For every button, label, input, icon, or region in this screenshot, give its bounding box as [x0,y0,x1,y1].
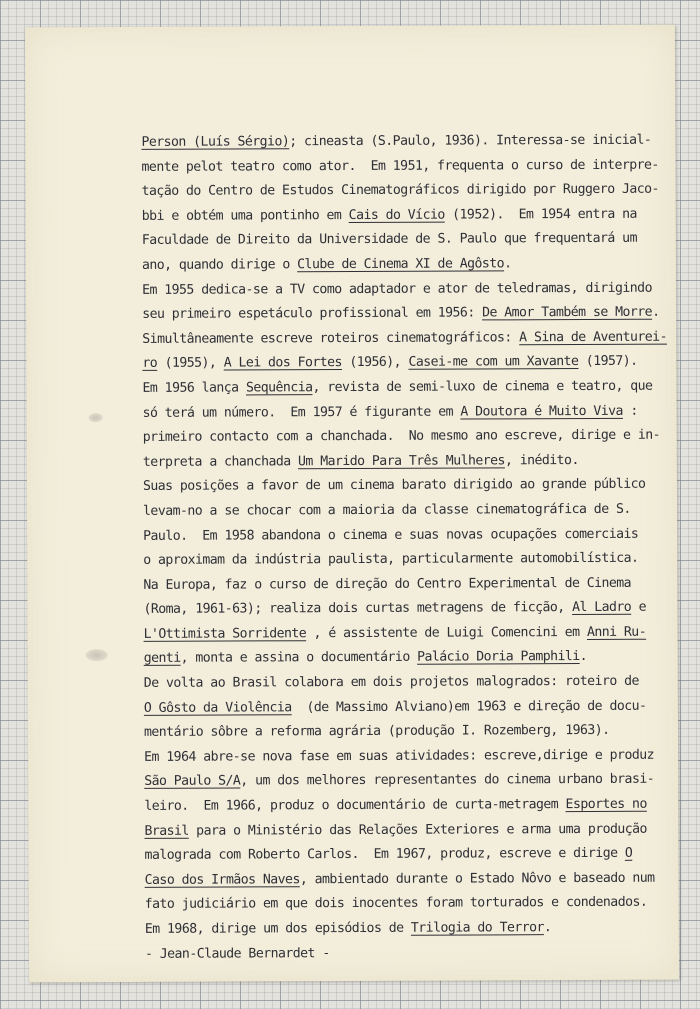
text-segment: (1957). [578,354,638,370]
text-segment: (Roma, 1961-63); realiza dois curtas metragens de ficção, [143,600,573,618]
text-segment: (1955), [157,355,224,372]
text-segment: (1956), [341,355,409,371]
text-line [145,866,690,893]
text-line [142,276,687,303]
text-segment: bbi e obtém uma pontinho em [141,207,349,224]
text-line [143,497,688,524]
underlined-title: Palácio Doria Pamphili [417,649,580,666]
text-line [141,129,686,156]
underlined-title: ro [142,356,158,372]
text-segment: , inédito. [504,452,579,469]
text-line [142,350,687,377]
text-segment: Em 1968, dirige um dos episódios de [144,920,411,937]
text-line [144,670,689,697]
text-line [143,571,688,598]
underlined-title: Trilogia do Terror [410,920,544,936]
text-segment: mente pelot teatro como ator. Em 1951, frequenta o curso de interpre- [141,157,659,175]
text-segment: Em 1956 lança [142,380,246,396]
text-segment: , monta e assina o documentário [180,650,418,667]
text-segment: tação do Centro de Estudos Cinematográficos dirigido por Ruggero Jaco- [141,181,659,200]
text-segment: levam-no a se chocar com a maioria da classe cinematográfica de S. [142,501,631,519]
text-segment: Na Europa, faz o curso de direção do Centro Experimental de Cinema [143,575,632,593]
underlined-title: A Sina de Aventurei- [519,329,667,346]
text-segment: . [543,920,552,936]
text-segment: (de Massimo Alviano)em 1963 e direção de docu- [291,698,647,715]
text-segment: terpreta a chanchada [142,453,299,470]
text-segment: . [652,304,660,320]
text-line [142,252,687,279]
underlined-title: Um Marido Para Três Mulheres [297,453,505,469]
text-line [143,473,688,500]
text-line [142,325,687,352]
text-line [143,399,688,426]
text-segment: Em 1964 abre-se nova fase em suas atividades: escreve,dirige e produz [144,747,655,765]
underlined-title: Al Ladro [572,600,632,616]
text-line [143,448,688,475]
text-line [141,153,686,180]
underlined-title: Brasil [144,823,189,839]
text-line [145,940,690,967]
text-segment: ano, quando dirige o [141,257,298,273]
text-segment: Em 1955 dedica-se a TV como adaptador e ator de teledramas, dirigindo [142,280,652,298]
underlined-title: A Doutora é Muito Viva [460,403,623,420]
typed-page [25,25,679,983]
text-line [144,768,689,795]
text-line [144,743,689,770]
underlined-title: Clube de Cinema XI de Agôsto [297,256,505,273]
text-segment: leiro. Em 1966, produz o documentário de curta-metragem [144,797,566,814]
text-line [143,547,688,574]
text-segment: , é assistente de Luigi Comencini em [306,624,587,642]
text-segment: seu primeiro espetáculo profissional em 1956: [142,305,483,323]
punch-hole [86,649,108,661]
text-segment: . [504,256,512,272]
typed-biography-text [141,129,690,968]
underlined-title: O Gôsto da Violência [143,699,292,716]
text-line [142,374,687,401]
text-line [144,645,689,672]
underlined-title: O [624,845,633,862]
text-segment: fato judiciário em que dois inocentes foram torturados e condenados. [144,895,648,913]
text-segment: - Jean-Claude Bernardet - [144,945,330,962]
text-line [144,694,689,721]
underlined-title: Anni Ru- [586,624,647,640]
text-segment: ; cineasta (S.Paulo, 1936). Interessa-se inicial- [289,132,652,150]
text-line [144,719,689,746]
text-segment: : [622,403,638,419]
underlined-title: Casei-me com um Xavante [408,354,579,371]
text-segment: De volta ao Brasil colabora em dois projetos malogrados: roteiro de [143,673,639,691]
text-segment: (1952). Em 1954 entra na [444,206,637,223]
punch-hole [89,413,103,422]
text-line [142,202,687,229]
text-segment: primeiro contacto com a chanchada. No mesmo ano escreve, dirige e in- [142,427,661,446]
underlined-title: A Lei dos Fortes [223,355,342,371]
text-line [144,817,689,844]
underlined-title: Sequência [245,380,313,396]
text-segment: Simultâneamente escreve roteiros cinematográficos: [142,330,520,347]
text-segment: , ambientado durante o Estado Nôvo e baseado num [299,870,655,888]
text-line [145,916,690,943]
text-line [142,227,687,254]
text-segment: para o Ministério das Relações Exteriores e arma uma produção [188,821,647,839]
text-segment: e [631,599,647,616]
text-segment: malograda com Roberto Carlos. Em 1967, produz, escreve e dirige [144,846,625,864]
text-line [144,793,689,820]
text-segment: só terá um número. Em 1957 é figurante em [142,404,461,421]
text-segment: Suas posições a favor de um cinema barato dirigido ao grande público [142,477,646,495]
underlined-title: genti [143,651,181,667]
text-line [144,620,689,647]
text-line [144,842,689,869]
text-segment: mentário sôbre a reforma agrária (produção I. Rozemberg, 1963). [143,723,610,741]
underlined-title: São Paulo S/A [144,773,241,790]
text-segment: o aproximam da indústria paulista, particularmente automobilística. [143,550,639,569]
underlined-title: Caso dos Irmãos Naves [144,872,300,888]
text-segment: Faculdade de Direito da Universidade de S. Paulo que frequentará um [141,231,637,249]
text-line [143,424,688,451]
underlined-title: Esportes no [565,796,647,813]
text-segment: Paulo. Em 1958 abandona o cinema e suas novas ocupações comerciais [143,526,639,544]
underlined-title: L'Ottimista Sorridente [143,626,307,642]
text-line [142,178,687,205]
text-line [142,301,687,328]
text-line [143,596,688,623]
text-segment: , um dos melhores representantes do cinema urbano brasi- [240,772,655,789]
text-line [143,522,688,549]
text-segment: , revista de semi-luxo de cinema e teatro, que [312,378,653,396]
text-segment: . [579,649,588,665]
text-line [145,891,690,918]
underlined-title: De Amor Também se Morre [482,304,653,321]
underlined-title: Person (Luís Sérgio) [141,134,290,150]
underlined-title: Cais do Vício [348,207,445,223]
